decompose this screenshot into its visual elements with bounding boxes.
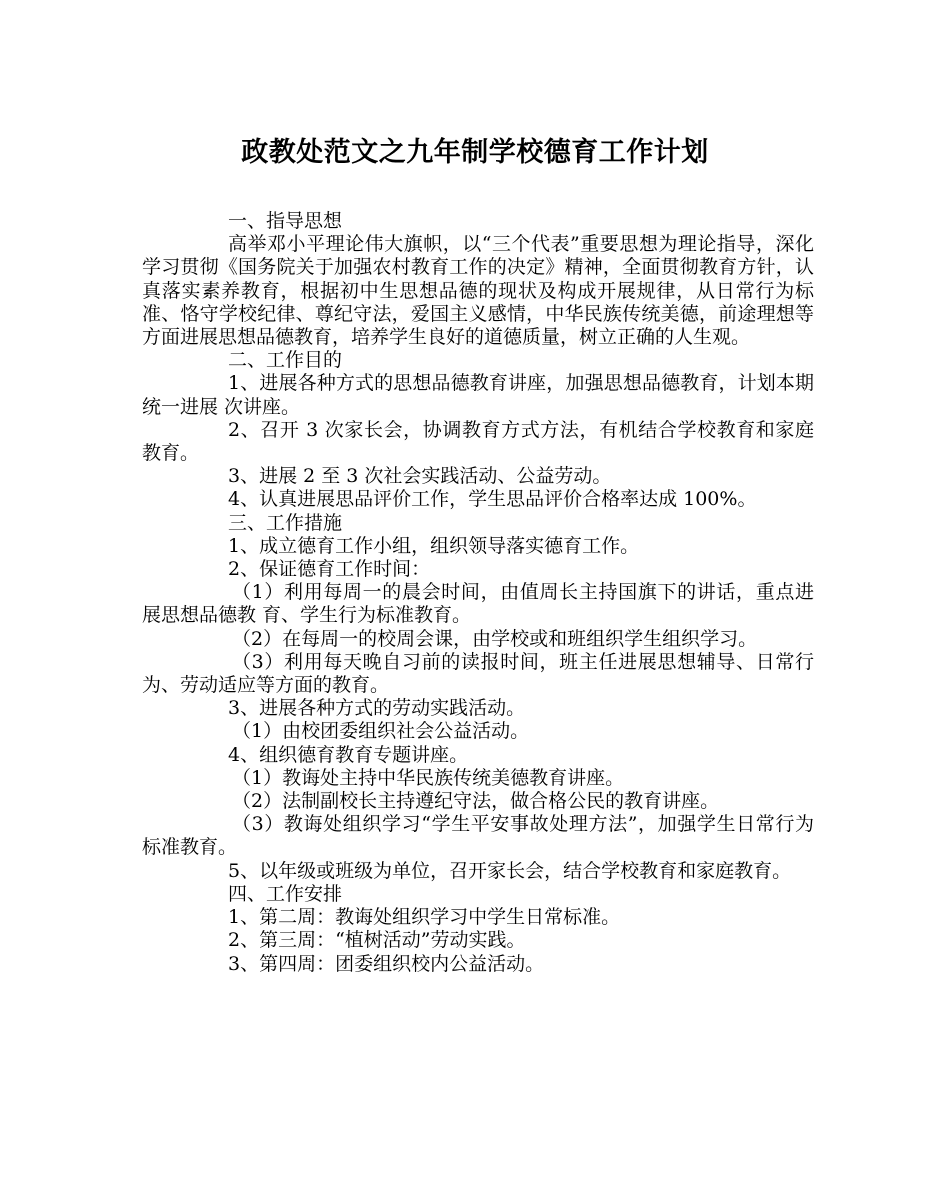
paragraph: 二、工作目的 <box>228 349 343 372</box>
paragraph: 1、成立德育工作小组，组织领导落实德育工作。 <box>228 534 640 557</box>
paragraph: （1）教诲处主持中华民族传统美德教育讲座。 <box>232 766 625 789</box>
paragraph: 1、进展各种方式的思想品德教育讲座，加强思想品德教育，计划本期统一进展 次讲座。 <box>142 372 814 418</box>
paragraph: 1、第二周：教诲处组织学习中学生日常标准。 <box>228 906 621 929</box>
paragraph: 一、指导思想 <box>228 210 343 232</box>
paragraph: 2、保证德育工作时间： <box>228 558 431 581</box>
paragraph: 4、认真进展思品评价工作，学生思品评价合格率达成 100%。 <box>228 488 757 511</box>
paragraph: （2）法制副校长主持遵纪守法，做合格公民的教育讲座。 <box>232 790 720 813</box>
paragraph: （3）利用每天晚自习前的读报时间，班主任进展思想辅导、日常行为、劳动适应等方面的教育。 <box>142 650 814 697</box>
paragraph: 3、进展各种方式的劳动实践活动。 <box>228 697 526 720</box>
document-title: 政教处范文之九年制学校德育工作计划 <box>241 137 709 168</box>
paragraph: 2、第三周：“植树活动”劳动实践。 <box>228 929 526 952</box>
paragraph: 高举邓小平理论伟大旗帜，以“三个代表”重要思想为理论指导，深化学习贯彻《国务院关于加强农村教育工作的决定》精神，全面贯彻教育方针，认真落实素养教育，根据初中生思想品德的现状及构成开展规律，从日常行为标准、恪守学校纪律、尊纪守法，爱国主义感情，中华民族传统美德，前途理想等方面进展思想品德教育，培养学生良好的道德质量，树立正确的人生观。 <box>142 233 814 349</box>
paragraph: 3、进展 2 至 3 次社会实践活动、公益劳动。 <box>228 465 612 488</box>
paragraph: 三、工作措施 <box>228 511 343 534</box>
paragraph: 5、以年级或班级为单位，召开家长会，结合学校教育和家庭教育。 <box>228 859 792 882</box>
paragraph: 3、第四周：团委组织校内公益活动。 <box>228 952 545 975</box>
paragraph: （1）由校团委组织社会公益活动。 <box>232 720 530 743</box>
paragraph: （3）教诲处组织学习“学生平安事故处理方法”，加强学生日常行为标准教育。 <box>142 813 814 859</box>
paragraph: （2）在每周一的校周会课，由学校或和班组织学生组织学习。 <box>232 627 758 650</box>
paragraph: （1）利用每周一的晨会时间，由值周长主持国旗下的讲话，重点进展思想品德教 育、学生行为标准教育。 <box>142 581 814 627</box>
paragraph: 4、组织德育教育专题讲座。 <box>228 743 469 766</box>
paragraph: 2、召开 3 次家长会，协调教育方式方法，有机结合学校教育和家庭教育。 <box>142 418 814 465</box>
paragraph: 四、工作安排 <box>228 882 343 905</box>
document-body <box>142 210 814 976</box>
